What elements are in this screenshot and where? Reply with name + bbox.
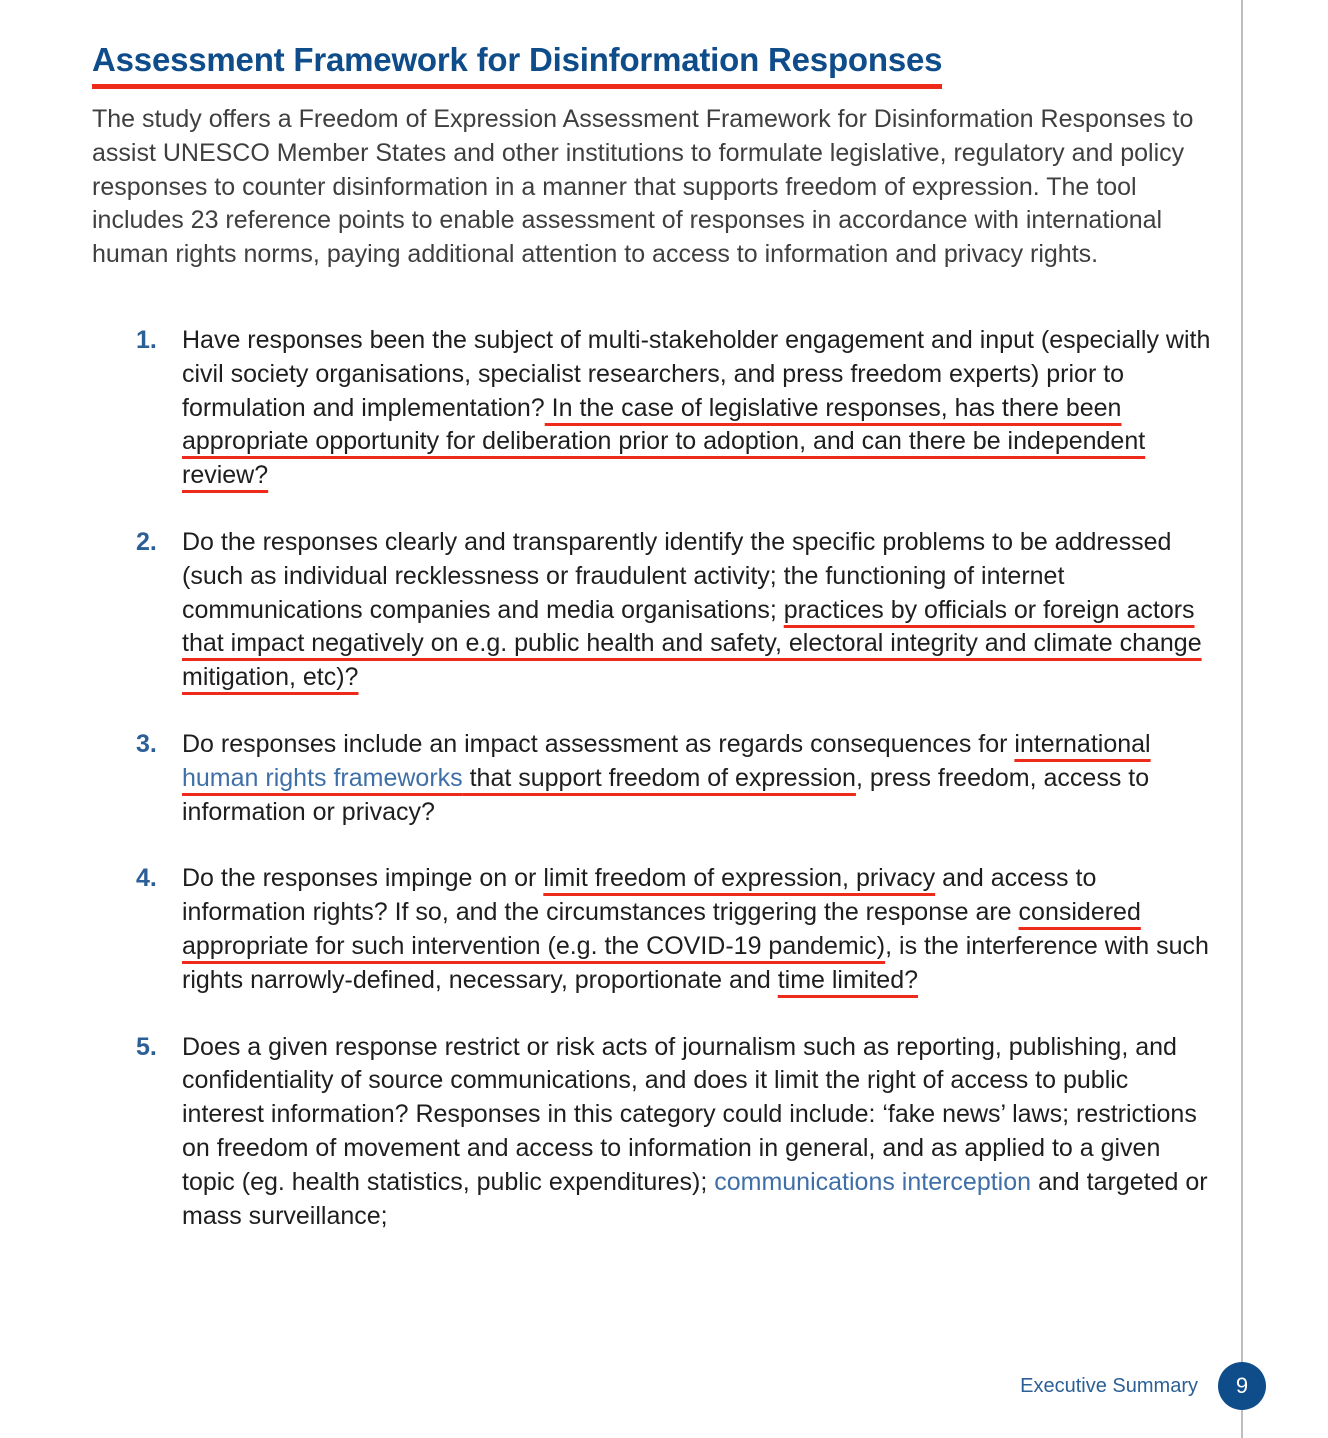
underlined-annotation: practices by officials or foreign actors that impact negatively on e.g. public health and safety, electoral integrity and climate change mitigation, etc)?	[182, 595, 1202, 692]
page-margin-rule	[1241, 0, 1243, 1438]
underlined-annotation: time limited?	[777, 965, 919, 994]
list-item	[92, 728, 1212, 829]
item-text-segment: Have responses been the subject of multi-stakeholder engagement and input (especially with civil society organisations, specialist researchers, and press freedom experts) prior to formulation and implementation?	[182, 325, 1211, 422]
list-item	[92, 862, 1212, 997]
item-number: 1.	[136, 325, 157, 354]
underlined-annotation: limit freedom of expression, privacy	[543, 864, 936, 893]
intro-paragraph: The study offers a Freedom of Expression Assessment Framework for Disinformation Responses to assist UNESCO Member States and other institutions to formulate legislative, regulatory and policy responses to counter disinformation in a manner that supports freedom of expression. The tool includes 23 reference points to enable assessment of responses in accordance with international human rights norms, paying additional attention to access to information and privacy rights.	[92, 105, 1194, 269]
page-content	[92, 38, 1212, 1266]
item-text-segment: , press freedom, access to information or privacy?	[182, 763, 1150, 826]
underlined-annotation: considered appropriate for such intervention (e.g. the COVID-19 pandemic)	[182, 898, 1141, 960]
item-text	[182, 526, 1212, 695]
human-rights-frameworks-link[interactable]: human rights frameworks	[182, 763, 463, 792]
item-number: 2.	[136, 527, 157, 556]
item-text-segment: , is the interference with such rights narrowly-defined, necessary, proportionate and	[182, 931, 1209, 994]
list-item	[92, 324, 1212, 493]
item-text-segment: and targeted or mass surveillance;	[182, 1167, 1208, 1230]
item-text-segment: and access to information rights? If so, and the circumstances triggering the response are	[182, 864, 1097, 927]
item-text-segment: international	[1014, 729, 1151, 758]
item-text-segment: Does a given response restrict or risk acts of journalism such as reporting, publishing, and confidentiality of source communications, and does it limit the right of access to public interest information? Responses in this category could include: ‘fake news’ laws; restrictions on freedom of movement and access to information in general, and as applied to a given topic (eg. health statistics, public expenditures);	[182, 1032, 1197, 1196]
item-text	[182, 862, 1212, 997]
page-number-badge: 9	[1218, 1362, 1266, 1410]
page-footer	[1020, 1362, 1266, 1410]
communications-interception-link[interactable]: communications interception	[714, 1167, 1032, 1196]
section-label: Executive Summary	[1020, 1374, 1198, 1397]
assessment-list	[92, 324, 1212, 1233]
underlined-annotation: In the case of legislative responses, has there been appropriate opportunity for deliberation prior to adoption, and can there be independent review?	[182, 393, 1146, 490]
item-text	[182, 728, 1212, 829]
item-text	[182, 324, 1212, 493]
item-text-segment: Do the responses clearly and transparently identify the specific problems to be addressed (such as individual recklessness or fraudulent activity; the functioning of internet communications companies and media organisations;	[182, 527, 1172, 624]
item-text-segment: Do responses include an impact assessment as regards consequences for	[182, 729, 1015, 758]
item-number: 5.	[136, 1032, 157, 1061]
item-number: 3.	[136, 729, 157, 758]
item-number: 4.	[136, 864, 157, 893]
item-text-segment: Do the responses impinge on or	[182, 864, 544, 893]
list-item	[92, 1031, 1212, 1234]
page-title: Assessment Framework for Disinformation Responses	[92, 38, 942, 89]
item-text-segment: that support freedom of expression	[462, 763, 856, 792]
item-text	[182, 1031, 1212, 1234]
list-item	[92, 526, 1212, 695]
